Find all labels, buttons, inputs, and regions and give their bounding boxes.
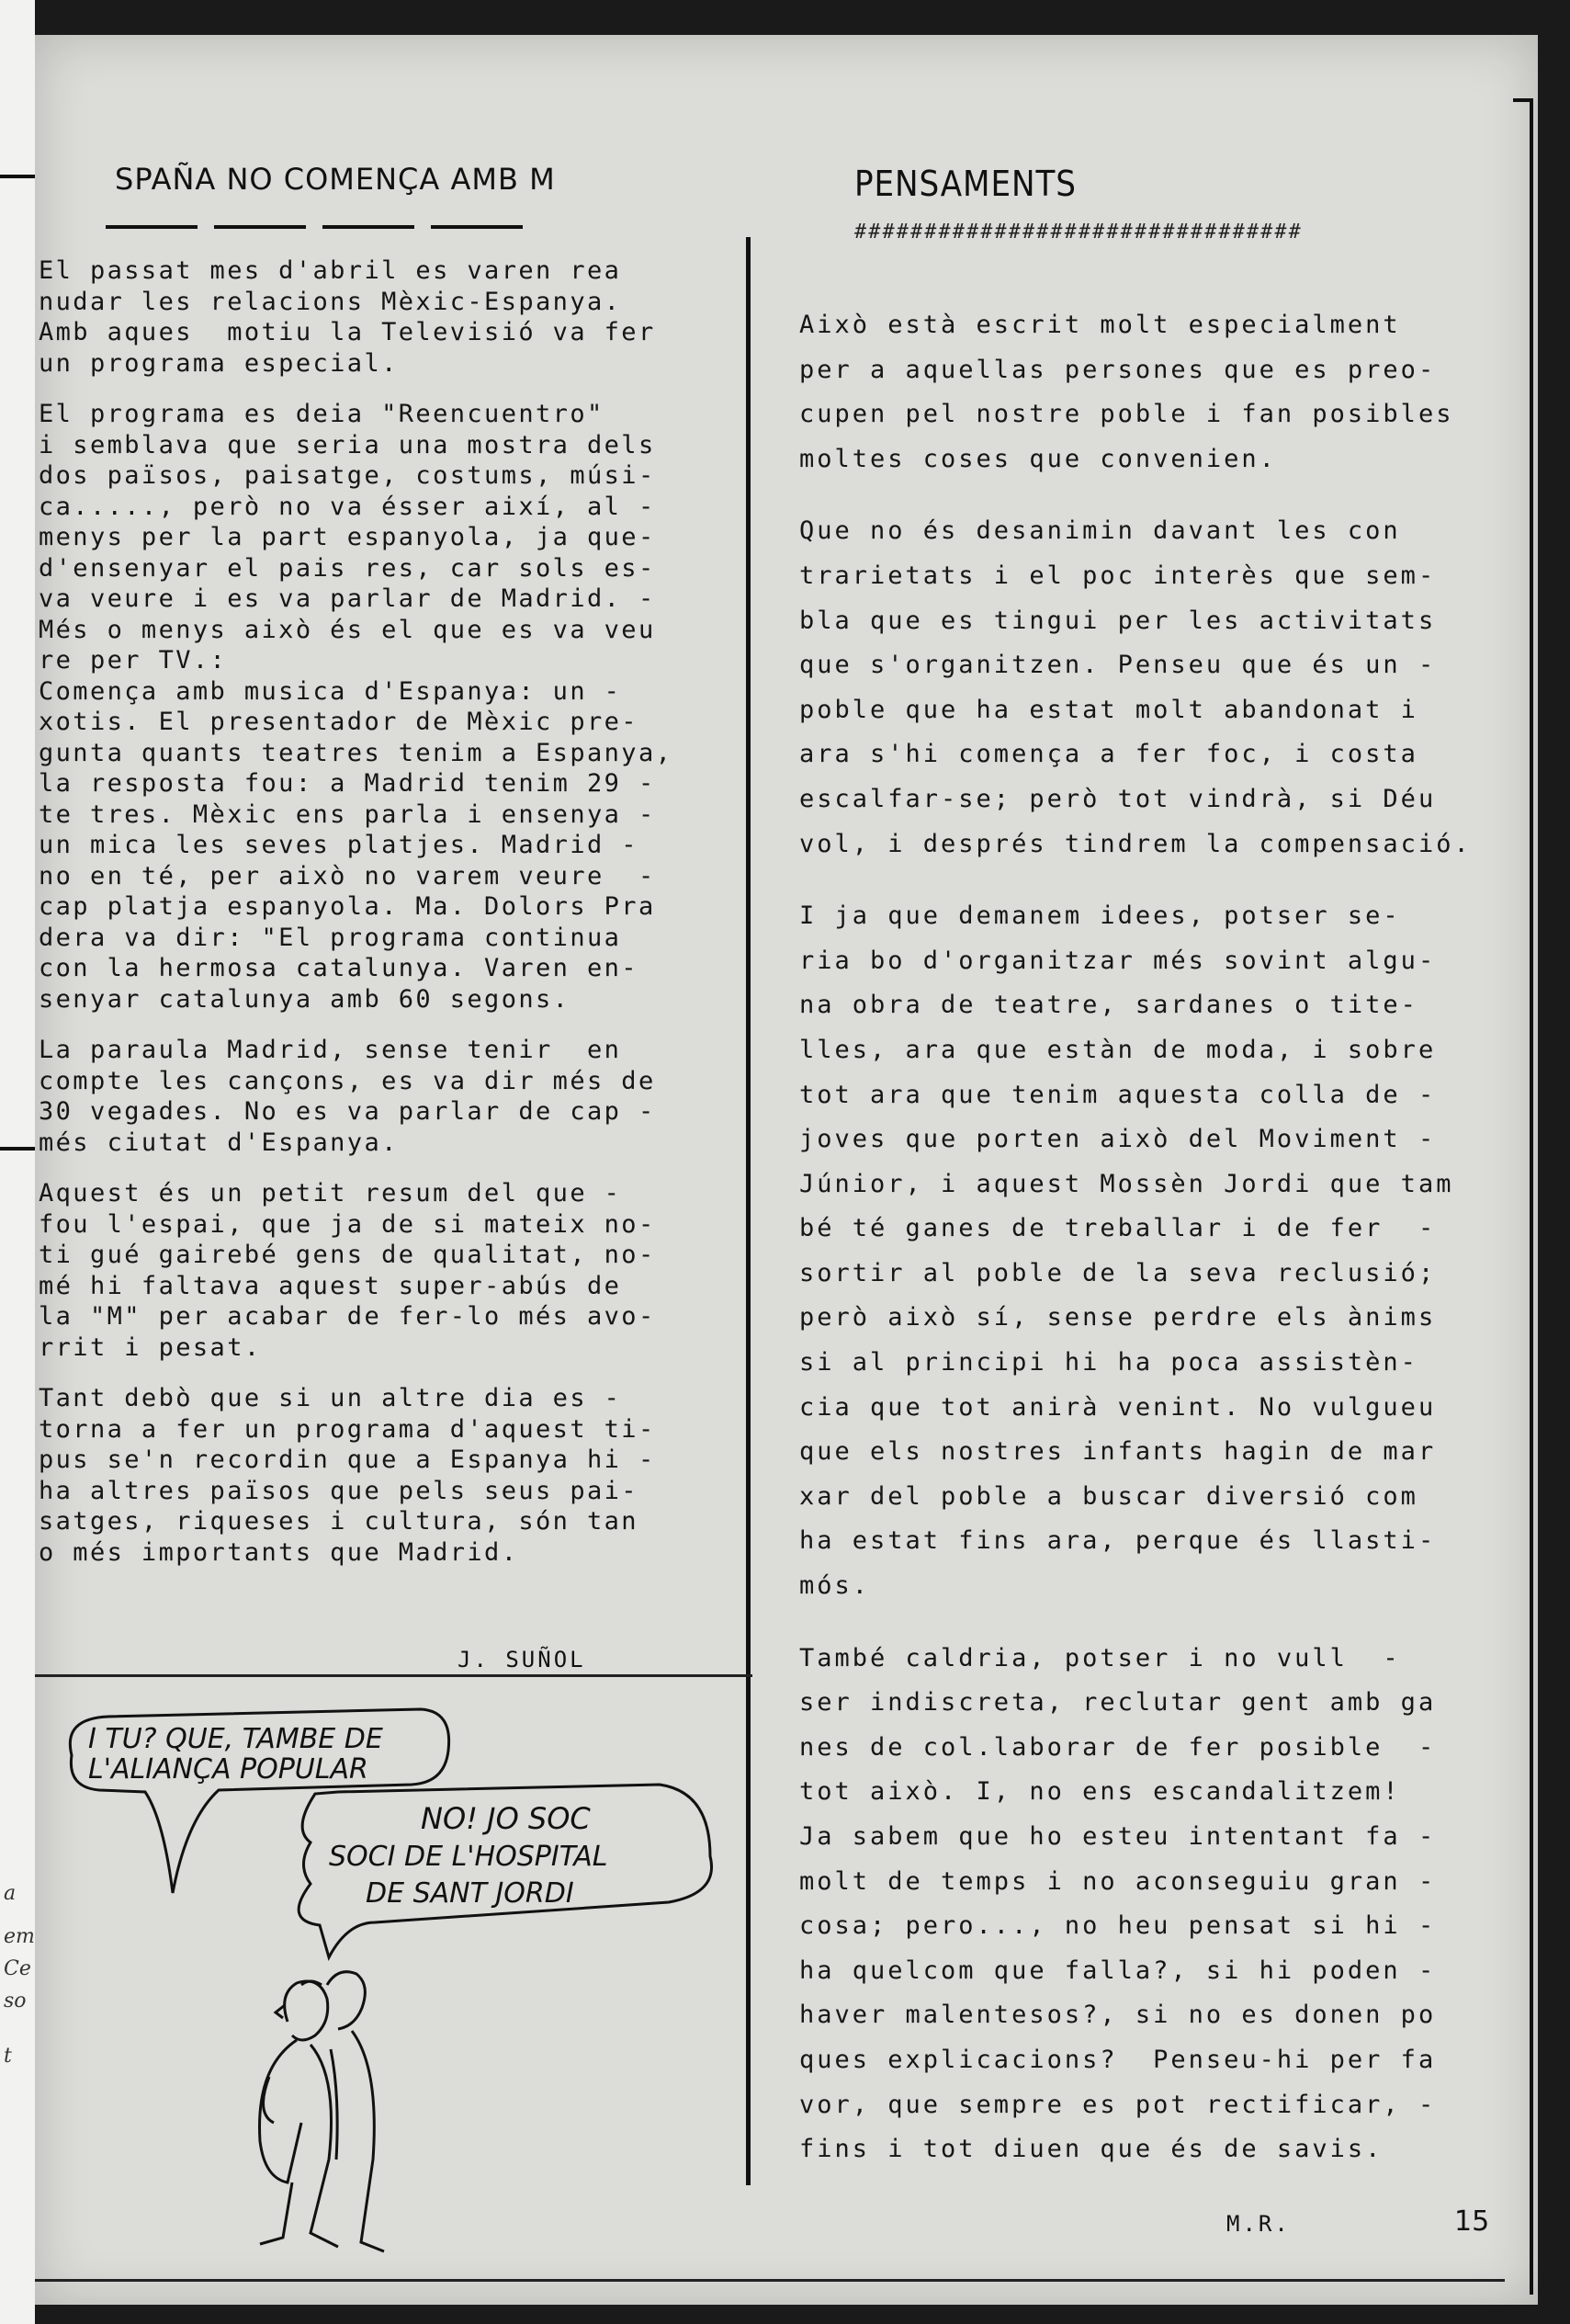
bottom-rule [35, 2279, 1505, 2282]
text-line: la "M" per acabar de fer-lo més avo- [39, 1302, 656, 1331]
bubble-text: I TU? QUE, TAMBE DE [88, 1723, 383, 1755]
text-line: trarietats i el poc interès que sem- [799, 561, 1437, 590]
bubble-text: SOCI DE L'HOSPITAL [329, 1841, 608, 1873]
text-line: satges, riqueses i cultura, són tan [39, 1507, 638, 1536]
text-line: Júnior, i aquest Mossèn Jordi que tam [799, 1169, 1454, 1198]
text-line: ria bo d'organitzar més sovint algu- [799, 946, 1437, 975]
text-line: o més importants que Madrid. [39, 1537, 519, 1567]
left-article-body [39, 255, 672, 1568]
text-line: moltes coses que convenien. [799, 444, 1277, 473]
text-line: te tres. Mèxic ens parla i ensenya - [39, 799, 656, 829]
text-line: la resposta fou: a Madrid tenim 29 - [39, 769, 656, 798]
text-line: Amb aques motiu la Televisió va fer [39, 318, 656, 346]
paragraph-gap [39, 379, 672, 399]
text-line: rrit i pesat. [39, 1332, 262, 1362]
text-line: que s'organitzen. Penseu que és un - [799, 651, 1437, 680]
text-line: mós. [799, 1571, 871, 1601]
text-line: ara s'hi comença a fer foc, i costa [799, 740, 1418, 769]
text-line: torna a fer un programa d'aquest ti- [39, 1414, 656, 1444]
text-line: Aquest és un petit resum del que - [39, 1179, 622, 1207]
strip-text: t [4, 2045, 12, 2068]
paragraph-gap [799, 1609, 1472, 1637]
text-line: na obra de teatre, sardanes o tite- [799, 991, 1418, 1020]
text-line: molt de temps i no aconseguiu gran - [799, 1866, 1437, 1896]
text-line: fins i tot diuen que és de savis. [799, 2135, 1384, 2164]
figure-front [260, 1981, 339, 2247]
text-line: escalfar-se; però tot vindrà, si Déu [799, 784, 1437, 813]
text-line: més ciutat d'Espanya. [39, 1128, 399, 1157]
text-line: bé té ganes de treballar i de fer - [799, 1214, 1437, 1243]
bubble-text: DE SANT JORDI [366, 1877, 574, 1910]
text-line: ha quelcom que falla?, si hi poden - [799, 1956, 1437, 1985]
text-line: nes de col.laborar de fer posible - [799, 1732, 1437, 1762]
text-line: ha altres països que pels seus pai- [39, 1476, 638, 1505]
text-line: però això sí, sense perdre els ànims [799, 1303, 1437, 1332]
adjacent-page-edge [0, 0, 35, 2324]
strip-text: Ce [4, 1957, 31, 1980]
text-line: re per TV.: [39, 646, 228, 675]
text-line: no en té, per això no varem veure - [39, 861, 656, 890]
right-article-signature: M.R. [1226, 2211, 1291, 2237]
text-line: També caldria, potser i no vull - [799, 1643, 1401, 1672]
text-line: con la hermosa catalunya. Varen en- [39, 954, 638, 982]
text-line: ques explicacions? Penseu-hi per fa [799, 2045, 1437, 2074]
section-divider [35, 1674, 752, 1677]
text-line: que els nostres infants hagin de mar [799, 1437, 1437, 1467]
text-line: lles, ara que estàn de moda, i sobre [799, 1035, 1437, 1064]
text-line: El programa es deia "Reencuentro" [39, 400, 604, 428]
text-line: xotis. El presentador de Mèxic pre- [39, 708, 638, 736]
text-line: Més o menys això és el que es va veu [39, 615, 656, 644]
strip-rule [0, 175, 35, 178]
text-line: xar del poble a buscar diversió com [799, 1481, 1418, 1511]
left-article-title: SPAÑA NO COMENÇA AMB M [115, 162, 556, 197]
text-line: senyar catalunya amb 60 segons. [39, 984, 570, 1014]
text-line: d'ensenyar el pais res, car sols es- [39, 553, 656, 583]
text-line: Comença amb musica d'Espanya: un - [39, 676, 622, 706]
text-line: dera va dir: "El programa continua [39, 923, 622, 952]
text-line: cap platja espanyola. Ma. Dolors Pra [39, 892, 656, 921]
text-line: cosa; pero..., no heu pensat si hi - [799, 1911, 1437, 1941]
strip-rule [0, 1147, 35, 1151]
text-line: ser indiscreta, reclutar gent amb ga [799, 1688, 1437, 1717]
text-line: cia que tot anirà venint. No vulgueu [799, 1392, 1437, 1422]
text-line: Això està escrit molt especialment [799, 311, 1401, 339]
strip-text: so [4, 1990, 27, 2012]
text-line: dos països, paisatge, costums, músi- [39, 461, 656, 490]
paragraph-gap [39, 1015, 672, 1035]
text-line: un mica les seves platjes. Madrid - [39, 831, 638, 859]
text-line: mé hi faltava aquest super-abús de [39, 1271, 622, 1300]
bubble-text: L'ALIANÇA POPULAR [88, 1753, 368, 1786]
right-article-body [799, 303, 1472, 2172]
cartoon-illustration [35, 1682, 751, 2279]
text-line: El passat mes d'abril es varen rea [39, 256, 622, 285]
text-line: Tant debò que si un altre dia es - [39, 1384, 622, 1412]
text-line: 30 vegades. No es va parlar de cap - [39, 1097, 656, 1126]
text-line: tot això. I, no ens escandalitzem! [799, 1777, 1401, 1807]
paragraph-gap [799, 482, 1472, 509]
bubble-text: NO! JO SOC [421, 1801, 591, 1836]
text-line: fou l'espai, que ja de si mateix no- [39, 1209, 656, 1239]
text-line: nudar les relacions Mèxic-Espanya. [39, 287, 622, 316]
strip-text: em [4, 1925, 35, 1948]
text-line: ha estat fins ara, perque és llasti- [799, 1526, 1437, 1556]
left-article-signature: J. SUÑOL [457, 1647, 586, 1672]
text-line: si al principi hi ha poca assistèn- [799, 1348, 1418, 1377]
margin-bracket [1530, 98, 1533, 2295]
text-line: per a aquellas persones que es preo- [799, 355, 1437, 384]
page-number: 15 [1454, 2205, 1490, 2238]
text-line: vor, que sempre es pot rectificar, - [799, 2090, 1437, 2119]
text-line: ca....., però no va ésser així, al - [39, 492, 656, 521]
text-line: haver malentesos?, si no es donen po [799, 2001, 1437, 2030]
text-line: menys per la part espanyola, ja que- [39, 523, 656, 551]
title-decoration: ################################ [854, 221, 1303, 244]
text-line: Que no és desanimin davant les con [799, 516, 1401, 546]
text-line: sortir al poble de la seva reclusió; [799, 1258, 1437, 1287]
paragraph-gap [39, 1363, 672, 1383]
text-line: La paraula Madrid, sense tenir en [39, 1036, 622, 1064]
text-line: tot ara que tenim aquesta colla de - [799, 1080, 1437, 1109]
text-line: bla que es tingui per les activitats [799, 606, 1437, 635]
text-line: I ja que demanem idees, potser se- [799, 901, 1401, 931]
text-line: i semblava que seria una mostra dels [39, 430, 656, 459]
title-underline [106, 225, 533, 229]
text-line: va veure i es va parlar de Madrid. - [39, 584, 656, 613]
text-line: compte les cançons, es va dir més de [39, 1066, 656, 1095]
text-line: vol, i després tindrem la compensació. [799, 829, 1472, 858]
text-line: ti gué gairebé gens de qualitat, no- [39, 1241, 656, 1269]
strip-text: a [4, 1882, 17, 1905]
paragraph-gap [39, 1158, 672, 1178]
text-line: joves que porten això del Moviment - [799, 1125, 1437, 1154]
text-line: pus se'n recordin que a Espanya hi - [39, 1445, 656, 1474]
text-line: cupen pel nostre poble i fan posibles [799, 400, 1454, 429]
text-line: un programa especial. [39, 348, 399, 378]
figure-back [327, 1972, 384, 2251]
text-line: gunta quants teatres tenim a Espanya, [39, 738, 673, 767]
text-line: poble que ha estat molt abandonat i [799, 695, 1418, 724]
paragraph-gap [799, 867, 1472, 894]
right-article-title: PENSAMENTS [854, 164, 1077, 204]
text-line: Ja sabem que ho esteu intentant fa - [799, 1822, 1437, 1851]
